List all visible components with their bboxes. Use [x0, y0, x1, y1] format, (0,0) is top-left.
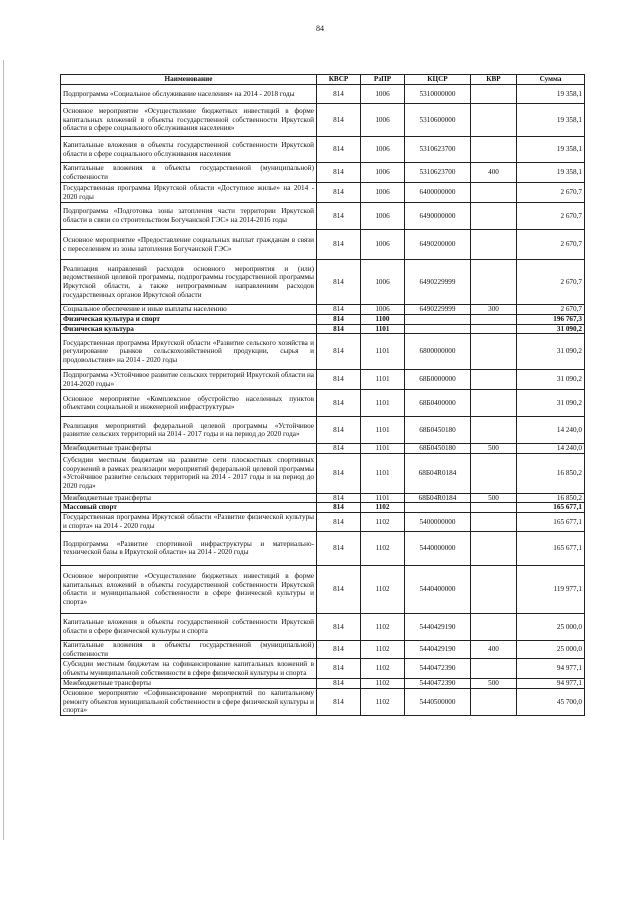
row-kcsr — [405, 503, 471, 513]
row-kcsr: 5310623700 — [405, 137, 471, 163]
table-row — [61, 531, 585, 565]
table-row — [61, 493, 585, 503]
row-name: Основное мероприятие «Софинансирование мероприятий по капитальному ремонту объектов муниципальной собственности в сфере физической культуры и спорта» — [61, 689, 317, 716]
row-kvsr: 814 — [317, 531, 361, 565]
row-name: Капитальные вложения в объекты государственной (муниципальной) собственности — [61, 163, 317, 183]
row-kvsr: 814 — [317, 512, 361, 531]
row-rzpr: 1101 — [361, 324, 405, 334]
row-rzpr: 1102 — [361, 565, 405, 613]
row-rzpr: 1101 — [361, 370, 405, 390]
row-kvsr: 814 — [317, 324, 361, 334]
row-kvr — [471, 565, 517, 613]
row-kcsr: 6400000000 — [405, 183, 471, 203]
row-name: Основное мероприятие «Осуществление бюджетных инвестиций в форме капитальных вложений в объекты государственной собственности Иркутской области и муниципальной собственности в сфере физической культуры и спорта» — [61, 565, 317, 613]
table-row — [61, 324, 585, 334]
row-sum: 16 850,2 — [517, 453, 585, 493]
row-kvr — [471, 260, 517, 305]
row-kvr — [471, 689, 517, 716]
row-kvsr: 814 — [317, 104, 361, 137]
row-name: Межбюджетные трансферты — [61, 679, 317, 689]
row-kcsr: 6490000000 — [405, 203, 471, 230]
table-row — [61, 613, 585, 640]
row-kvr — [471, 503, 517, 513]
table-header-row — [61, 75, 585, 85]
row-kvsr: 814 — [317, 689, 361, 716]
row-name: Подпрограмма «Подготовка зоны затопления части территории Иркутской области в связи со строительством Богучанской ГЭС» на 2014-2016 годы — [61, 203, 317, 230]
table-row — [61, 315, 585, 325]
row-name: Капитальные вложения в объекты государственной собственности Иркутской области в сфере социального обслуживания населения — [61, 137, 317, 163]
row-kcsr: 6800000000 — [405, 334, 471, 370]
row-rzpr: 1006 — [361, 163, 405, 183]
row-name: Реализация направлений расходов основного мероприятия и (или) ведомственной целевой программы, подпрограммы государственной программы Иркутской области, а также непрограммным направлениям расходов государственных органов Иркутской области — [61, 260, 317, 305]
row-sum: 94 977,1 — [517, 679, 585, 689]
row-rzpr: 1006 — [361, 137, 405, 163]
table-row — [61, 565, 585, 613]
row-kvsr: 814 — [317, 417, 361, 444]
table-row — [61, 370, 585, 390]
row-kvr — [471, 315, 517, 325]
row-kvsr: 814 — [317, 370, 361, 390]
header-rzpr: РзПР — [361, 75, 405, 85]
row-kcsr: 68Б04R0184 — [405, 453, 471, 493]
row-rzpr: 1101 — [361, 493, 405, 503]
row-kvsr: 814 — [317, 183, 361, 203]
row-kvr — [471, 104, 517, 137]
table-row — [61, 163, 585, 183]
table-row — [61, 260, 585, 305]
row-sum: 31 090,2 — [517, 334, 585, 370]
table-row — [61, 203, 585, 230]
row-rzpr: 1006 — [361, 183, 405, 203]
row-kvsr: 814 — [317, 260, 361, 305]
row-rzpr: 1006 — [361, 85, 405, 104]
row-kcsr: 5310623700 — [405, 163, 471, 183]
row-kvr — [471, 531, 517, 565]
row-sum: 2 670,7 — [517, 305, 585, 315]
table-row — [61, 679, 585, 689]
header-kvsr: КВСР — [317, 75, 361, 85]
row-kcsr — [405, 324, 471, 334]
row-sum: 14 240,0 — [517, 417, 585, 444]
row-rzpr: 1006 — [361, 305, 405, 315]
row-rzpr: 1102 — [361, 503, 405, 513]
row-kvr: 500 — [471, 444, 517, 454]
table-row — [61, 183, 585, 203]
scan-edge-mark — [3, 60, 4, 840]
row-rzpr: 1006 — [361, 260, 405, 305]
row-kvsr: 814 — [317, 493, 361, 503]
table-row — [61, 640, 585, 658]
row-kvr — [471, 512, 517, 531]
row-kvsr: 814 — [317, 334, 361, 370]
row-kvr — [471, 659, 517, 679]
row-name: Межбюджетные трансферты — [61, 493, 317, 503]
table-row — [61, 659, 585, 679]
row-kvr — [471, 324, 517, 334]
row-name: Основное мероприятие «Предоставление социальных выплат гражданам в связи с переселением из зоны затопления Богучанской ГЭС» — [61, 230, 317, 260]
row-kvr — [471, 203, 517, 230]
header-name: Наименование — [61, 75, 317, 85]
row-name: Социальное обеспечение и иные выплаты населению — [61, 305, 317, 315]
row-name: Основное мероприятие «Комплексное обустройство населенных пунктов объектами социальной и инженерной инфраструктуры» — [61, 390, 317, 417]
row-kvsr: 814 — [317, 390, 361, 417]
page-number: 84 — [316, 24, 324, 33]
budget-table — [60, 74, 585, 716]
row-kvsr: 814 — [317, 305, 361, 315]
row-name: Капитальные вложения в объекты государственной (муниципальной) собственности — [61, 640, 317, 658]
row-sum: 25 000,0 — [517, 640, 585, 658]
row-kcsr: 5400000000 — [405, 512, 471, 531]
row-name: Подпрограмма «Устойчивое развитие сельских территорий Иркутской области на 2014-2020 годы» — [61, 370, 317, 390]
row-kcsr: 6490229999 — [405, 260, 471, 305]
row-kvr — [471, 370, 517, 390]
row-rzpr: 1102 — [361, 679, 405, 689]
row-sum: 165 677,1 — [517, 531, 585, 565]
row-sum: 2 670,7 — [517, 260, 585, 305]
row-rzpr: 1102 — [361, 512, 405, 531]
row-kcsr: 5440472390 — [405, 659, 471, 679]
row-name: Субсидии местным бюджетам на софинансирование капитальных вложений в объекты муниципальной собственности в сфере физической культуры и спорта — [61, 659, 317, 679]
table-row — [61, 512, 585, 531]
row-sum: 2 670,7 — [517, 183, 585, 203]
row-name: Государственная программа Иркутской области «Развитие сельского хозяйства и регулирование рынков сельскохозяйственной продукции, сырья и продовольствия» на 2014 - 2020 годы — [61, 334, 317, 370]
row-kvr: 500 — [471, 493, 517, 503]
row-kvsr: 814 — [317, 659, 361, 679]
table-row — [61, 305, 585, 315]
row-sum: 165 677,1 — [517, 512, 585, 531]
row-name: Реализация мероприятий федеральной целевой программы «Устойчивое развитие сельских территорий на 2014 - 2017 годы и на период до 2020 года» — [61, 417, 317, 444]
row-name: Физическая культура — [61, 324, 317, 334]
row-sum: 196 767,3 — [517, 315, 585, 325]
row-name: Основное мероприятие «Осуществление бюджетных инвестиций в форме капитальных вложений в объекты государственной собственности Иркутской области в сфере социального обслуживания населения» — [61, 104, 317, 137]
row-name: Межбюджетные трансферты — [61, 444, 317, 454]
row-kvsr: 814 — [317, 565, 361, 613]
row-rzpr: 1006 — [361, 203, 405, 230]
table-row — [61, 137, 585, 163]
row-kcsr: 5440429190 — [405, 640, 471, 658]
header-kvr: КВР — [471, 75, 517, 85]
row-kvsr: 814 — [317, 444, 361, 454]
row-kvsr: 814 — [317, 679, 361, 689]
row-kvr — [471, 613, 517, 640]
row-kcsr: 5440000000 — [405, 531, 471, 565]
row-kvr: 300 — [471, 305, 517, 315]
row-rzpr: 1101 — [361, 417, 405, 444]
row-kcsr: 68Б0400000 — [405, 390, 471, 417]
row-rzpr: 1102 — [361, 531, 405, 565]
table-row — [61, 417, 585, 444]
row-name: Массовый спорт — [61, 503, 317, 513]
row-rzpr: 1006 — [361, 104, 405, 137]
table-row — [61, 230, 585, 260]
row-sum: 45 700,0 — [517, 689, 585, 716]
row-kcsr: 5310600000 — [405, 104, 471, 137]
table-row — [61, 334, 585, 370]
row-kvr — [471, 230, 517, 260]
row-kcsr: 5440429190 — [405, 613, 471, 640]
row-kvsr: 814 — [317, 503, 361, 513]
row-kvr: 400 — [471, 640, 517, 658]
row-kvsr: 814 — [317, 315, 361, 325]
row-kcsr: 68Б0450180 — [405, 444, 471, 454]
table-row — [61, 503, 585, 513]
row-name: Государственная программа Иркутской области «Развитие физической культуры и спорта» на 2014 - 2020 годы — [61, 512, 317, 531]
table-body — [61, 85, 585, 716]
row-kcsr: 5440400000 — [405, 565, 471, 613]
row-rzpr: 1100 — [361, 315, 405, 325]
row-rzpr: 1101 — [361, 453, 405, 493]
row-kvr — [471, 417, 517, 444]
row-rzpr: 1102 — [361, 613, 405, 640]
row-sum: 19 358,1 — [517, 104, 585, 137]
row-kvr — [471, 137, 517, 163]
row-sum: 31 090,2 — [517, 370, 585, 390]
row-kvsr: 814 — [317, 230, 361, 260]
row-kvsr: 814 — [317, 203, 361, 230]
row-name: Капитальные вложения в объекты государственной собственности Иркутской области в сфере физической культуры и спорта — [61, 613, 317, 640]
row-kvr — [471, 85, 517, 104]
row-kvsr: 814 — [317, 613, 361, 640]
row-kvr — [471, 183, 517, 203]
row-kvsr: 814 — [317, 453, 361, 493]
row-sum: 165 677,1 — [517, 503, 585, 513]
row-kcsr: 68Б04R0184 — [405, 493, 471, 503]
row-rzpr: 1102 — [361, 689, 405, 716]
row-rzpr: 1101 — [361, 444, 405, 454]
table-row — [61, 85, 585, 104]
header-kcsr: КЦСР — [405, 75, 471, 85]
row-sum: 31 090,2 — [517, 390, 585, 417]
row-rzpr: 1101 — [361, 390, 405, 417]
row-sum: 119 977,1 — [517, 565, 585, 613]
row-kvr: 500 — [471, 679, 517, 689]
table-row — [61, 104, 585, 137]
row-kvsr: 814 — [317, 137, 361, 163]
row-kcsr — [405, 315, 471, 325]
row-name: Государственная программа Иркутской области «Доступное жилье» на 2014 - 2020 годы — [61, 183, 317, 203]
row-kvsr: 814 — [317, 163, 361, 183]
table-row — [61, 444, 585, 454]
row-kvr — [471, 390, 517, 417]
row-sum: 25 000,0 — [517, 613, 585, 640]
row-rzpr: 1101 — [361, 334, 405, 370]
row-rzpr: 1102 — [361, 659, 405, 679]
row-kcsr: 5440500000 — [405, 689, 471, 716]
row-kvr — [471, 453, 517, 493]
header-sum: Сумма — [517, 75, 585, 85]
row-sum: 19 358,1 — [517, 137, 585, 163]
row-sum: 19 358,1 — [517, 85, 585, 104]
row-name: Субсидии местным бюджетам на развитие сети плоскостных спортивных сооружений в рамках реализации мероприятий федеральной целевой программы «Устойчивое развитие сельских территорий на 2014 - 2017 годы и на период до 2020 года» — [61, 453, 317, 493]
table-row — [61, 689, 585, 716]
row-sum: 94 977,1 — [517, 659, 585, 679]
row-kcsr: 5440472390 — [405, 679, 471, 689]
table-row — [61, 453, 585, 493]
row-kcsr: 68Б0450180 — [405, 417, 471, 444]
row-sum: 2 670,7 — [517, 230, 585, 260]
table-row — [61, 390, 585, 417]
row-rzpr: 1102 — [361, 640, 405, 658]
row-sum: 16 850,2 — [517, 493, 585, 503]
row-kcsr: 6490229999 — [405, 305, 471, 315]
row-kvr: 400 — [471, 163, 517, 183]
row-name: Физическая культура и спорт — [61, 315, 317, 325]
row-sum: 14 240,0 — [517, 444, 585, 454]
row-sum: 31 090,2 — [517, 324, 585, 334]
row-kvsr: 814 — [317, 85, 361, 104]
row-name: Подпрограмма «Социальное обслуживание населения» на 2014 - 2018 годы — [61, 85, 317, 104]
row-kcsr: 5310000000 — [405, 85, 471, 104]
row-kvsr: 814 — [317, 640, 361, 658]
row-kcsr: 6490200000 — [405, 230, 471, 260]
row-sum: 19 358,1 — [517, 163, 585, 183]
row-kvr — [471, 334, 517, 370]
row-rzpr: 1006 — [361, 230, 405, 260]
row-kcsr: 68Б0000000 — [405, 370, 471, 390]
row-name: Подпрограмма «Развитие спортивной инфраструктуры и материально- технической базы в Иркутской области» на 2014 - 2020 годы — [61, 531, 317, 565]
row-sum: 2 670,7 — [517, 203, 585, 230]
